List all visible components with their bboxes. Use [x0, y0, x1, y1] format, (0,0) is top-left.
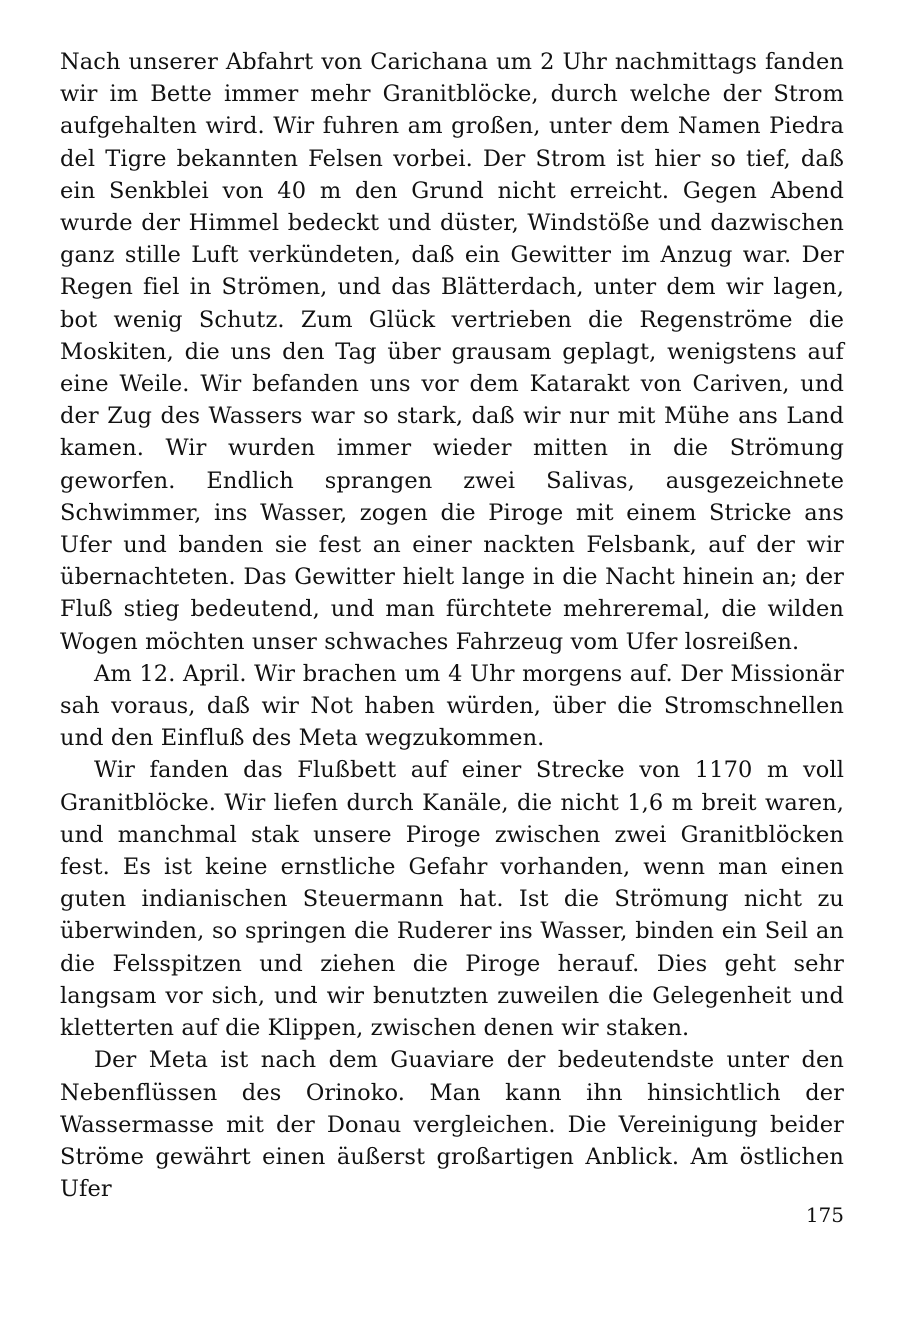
- paragraph-4: Der Meta ist nach dem Guaviare der bedeutendste unter den Nebenflüssen des Orinoko. Man kann ihn hinsichtlich der Wassermasse mit der Donau vergleichen. Die Vereinigung beider Ströme gewährt einen äußerst großartigen Anblick. Am östlichen Ufer: [60, 1047, 844, 1203]
- paragraph-2: Am 12. April. Wir brachen um 4 Uhr morgens auf. Der Missionär sah voraus, daß wir Not haben würden, über die Stromschnellen und den Einfluß des Meta wegzukommen.: [60, 660, 844, 752]
- page-body: [60, 46, 844, 1205]
- paragraph-3: Wir fanden das Flußbett auf einer Strecke von 1170 m voll Granitblöcke. Wir liefen durch Kanäle, die nicht 1,6 m breit waren, und manchmal stak unsere Piroge zwischen zwei Granitblöcken fest. Es ist keine ernstliche Gefahr vorhanden, wenn man einen guten indianischen Steuermann hat. Ist die Strömung nicht zu überwinden, so springen die Ruderer ins Wasser, binden ein Seil an die Felsspitzen und ziehen die Piroge herauf. Dies geht sehr langsam vor sich, und wir benutzten zuweilen die Gelegenheit und kletterten auf die Klippen, zwischen denen wir staken.: [60, 757, 844, 1042]
- page-number: 175: [805, 1203, 844, 1227]
- paragraph-1: Nach unserer Abfahrt von Carichana um 2 Uhr nachmittags fanden wir im Bette immer mehr Granitblöcke, durch welche der Strom aufgehalten wird. Wir fuhren am großen, unter dem Namen Piedra del Tigre bekannten Felsen vorbei. Der Strom ist hier so tief, daß ein Senkblei von 40 m den Grund nicht erreicht. Gegen Abend wurde der Himmel bedeckt und düster, Windstöße und dazwischen ganz stille Luft verkündeten, daß ein Gewitter im Anzug war. Der Regen fiel in Strömen, und das Blätterdach, unter dem wir lagen, bot wenig Schutz. Zum Glück vertrieben die Regenströme die Moskiten, die uns den Tag über grausam geplagt, wenigstens auf eine Weile. Wir befanden uns vor dem Katarakt von Cariven, und der Zug des Wassers war so stark, daß wir nur mit Mühe ans Land kamen. Wir wurden immer wieder mitten in die Strömung geworfen. Endlich sprangen zwei Salivas, ausgezeichnete Schwimmer, ins Wasser, zogen die Piroge mit einem Stricke ans Ufer und banden sie fest an einer nackten Felsbank, auf der wir übernachteten. Das Gewitter hielt lange in die Nacht hinein an; der Fluß stieg bedeutend, und man fürchtete mehreremal, die wilden Wogen möchten unser schwaches Fahrzeug vom Ufer losreißen.: [60, 49, 844, 655]
